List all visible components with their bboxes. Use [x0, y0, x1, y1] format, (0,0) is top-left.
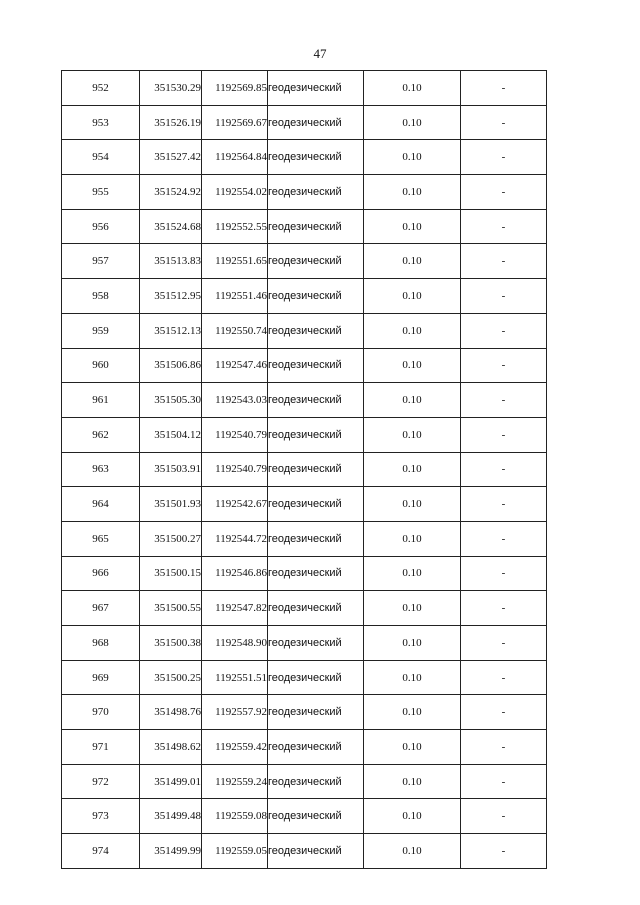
- y-coordinate-cell: 1192548.90: [202, 626, 268, 661]
- accuracy-cell: 0.10: [364, 487, 461, 522]
- table-row: [62, 209, 547, 244]
- description-cell: -: [461, 834, 547, 869]
- y-coordinate-cell: 1192540.79: [202, 417, 268, 452]
- table-row: [62, 730, 547, 765]
- method-cell: геодезический: [268, 730, 364, 765]
- method-cell: геодезический: [268, 521, 364, 556]
- table-row: [62, 140, 547, 175]
- table-row: [62, 452, 547, 487]
- table-row: [62, 487, 547, 522]
- point-number-cell: 962: [62, 417, 140, 452]
- table-row: [62, 764, 547, 799]
- point-number-cell: 960: [62, 348, 140, 383]
- x-coordinate-cell: 351500.15: [140, 556, 202, 591]
- description-cell: -: [461, 695, 547, 730]
- method-cell: геодезический: [268, 175, 364, 210]
- point-number-cell: 972: [62, 764, 140, 799]
- method-cell: геодезический: [268, 279, 364, 314]
- y-coordinate-cell: 1192544.72: [202, 521, 268, 556]
- y-coordinate-cell: 1192546.86: [202, 556, 268, 591]
- point-number-cell: 961: [62, 383, 140, 418]
- page-number: 47: [313, 46, 327, 61]
- x-coordinate-cell: 351504.12: [140, 417, 202, 452]
- method-cell: геодезический: [268, 71, 364, 106]
- y-coordinate-cell: 1192559.08: [202, 799, 268, 834]
- y-coordinate-cell: 1192551.65: [202, 244, 268, 279]
- method-cell: геодезический: [268, 209, 364, 244]
- table-row: [62, 626, 547, 661]
- y-coordinate-cell: 1192550.74: [202, 313, 268, 348]
- accuracy-cell: 0.10: [364, 799, 461, 834]
- accuracy-cell: 0.10: [364, 695, 461, 730]
- point-number-cell: 965: [62, 521, 140, 556]
- method-cell: геодезический: [268, 452, 364, 487]
- table-row: [62, 279, 547, 314]
- method-cell: геодезический: [268, 799, 364, 834]
- point-number-cell: 970: [62, 695, 140, 730]
- method-cell: геодезический: [268, 487, 364, 522]
- y-coordinate-cell: 1192569.67: [202, 105, 268, 140]
- accuracy-cell: 0.10: [364, 764, 461, 799]
- y-coordinate-cell: 1192551.51: [202, 660, 268, 695]
- point-number-cell: 973: [62, 799, 140, 834]
- point-number-cell: 966: [62, 556, 140, 591]
- description-cell: -: [461, 660, 547, 695]
- table-row: [62, 591, 547, 626]
- table-row: [62, 834, 547, 869]
- method-cell: геодезический: [268, 834, 364, 869]
- description-cell: -: [461, 313, 547, 348]
- y-coordinate-cell: 1192554.02: [202, 175, 268, 210]
- x-coordinate-cell: 351498.62: [140, 730, 202, 765]
- point-number-cell: 955: [62, 175, 140, 210]
- accuracy-cell: 0.10: [364, 71, 461, 106]
- description-cell: -: [461, 105, 547, 140]
- x-coordinate-cell: 351498.76: [140, 695, 202, 730]
- method-cell: геодезический: [268, 626, 364, 661]
- coordinates-table-body: [62, 71, 547, 869]
- description-cell: -: [461, 764, 547, 799]
- accuracy-cell: 0.10: [364, 175, 461, 210]
- x-coordinate-cell: 351524.68: [140, 209, 202, 244]
- point-number-cell: 974: [62, 834, 140, 869]
- table-row: [62, 244, 547, 279]
- method-cell: геодезический: [268, 417, 364, 452]
- description-cell: -: [461, 383, 547, 418]
- y-coordinate-cell: 1192552.55: [202, 209, 268, 244]
- table-row: [62, 383, 547, 418]
- y-coordinate-cell: 1192540.79: [202, 452, 268, 487]
- accuracy-cell: 0.10: [364, 521, 461, 556]
- method-cell: геодезический: [268, 591, 364, 626]
- method-cell: геодезический: [268, 660, 364, 695]
- point-number-cell: 952: [62, 71, 140, 106]
- y-coordinate-cell: 1192547.46: [202, 348, 268, 383]
- x-coordinate-cell: 351503.91: [140, 452, 202, 487]
- y-coordinate-cell: 1192542.67: [202, 487, 268, 522]
- y-coordinate-cell: 1192559.24: [202, 764, 268, 799]
- x-coordinate-cell: 351512.13: [140, 313, 202, 348]
- description-cell: -: [461, 71, 547, 106]
- point-number-cell: 968: [62, 626, 140, 661]
- table-row: [62, 105, 547, 140]
- accuracy-cell: 0.10: [364, 209, 461, 244]
- accuracy-cell: 0.10: [364, 279, 461, 314]
- point-number-cell: 967: [62, 591, 140, 626]
- y-coordinate-cell: 1192557.92: [202, 695, 268, 730]
- x-coordinate-cell: 351499.99: [140, 834, 202, 869]
- x-coordinate-cell: 351500.55: [140, 591, 202, 626]
- accuracy-cell: 0.10: [364, 452, 461, 487]
- description-cell: -: [461, 556, 547, 591]
- description-cell: -: [461, 417, 547, 452]
- x-coordinate-cell: 351513.83: [140, 244, 202, 279]
- table-row: [62, 175, 547, 210]
- description-cell: -: [461, 799, 547, 834]
- description-cell: -: [461, 487, 547, 522]
- point-number-cell: 957: [62, 244, 140, 279]
- table-row: [62, 799, 547, 834]
- description-cell: -: [461, 244, 547, 279]
- table-row: [62, 348, 547, 383]
- point-number-cell: 954: [62, 140, 140, 175]
- point-number-cell: 959: [62, 313, 140, 348]
- method-cell: геодезический: [268, 244, 364, 279]
- accuracy-cell: 0.10: [364, 556, 461, 591]
- coordinates-table: [61, 70, 547, 869]
- table-row: [62, 417, 547, 452]
- y-coordinate-cell: 1192559.42: [202, 730, 268, 765]
- description-cell: -: [461, 279, 547, 314]
- accuracy-cell: 0.10: [364, 348, 461, 383]
- description-cell: -: [461, 591, 547, 626]
- y-coordinate-cell: 1192547.82: [202, 591, 268, 626]
- table-row: [62, 695, 547, 730]
- table-row: [62, 660, 547, 695]
- description-cell: -: [461, 140, 547, 175]
- x-coordinate-cell: 351512.95: [140, 279, 202, 314]
- method-cell: геодезический: [268, 348, 364, 383]
- description-cell: -: [461, 521, 547, 556]
- description-cell: -: [461, 175, 547, 210]
- x-coordinate-cell: 351530.29: [140, 71, 202, 106]
- point-number-cell: 963: [62, 452, 140, 487]
- accuracy-cell: 0.10: [364, 626, 461, 661]
- x-coordinate-cell: 351505.30: [140, 383, 202, 418]
- x-coordinate-cell: 351499.48: [140, 799, 202, 834]
- description-cell: -: [461, 626, 547, 661]
- accuracy-cell: 0.10: [364, 834, 461, 869]
- point-number-cell: 953: [62, 105, 140, 140]
- table-row: [62, 556, 547, 591]
- table-row: [62, 313, 547, 348]
- point-number-cell: 971: [62, 730, 140, 765]
- description-cell: -: [461, 348, 547, 383]
- x-coordinate-cell: 351500.25: [140, 660, 202, 695]
- accuracy-cell: 0.10: [364, 313, 461, 348]
- point-number-cell: 956: [62, 209, 140, 244]
- method-cell: геодезический: [268, 383, 364, 418]
- method-cell: геодезический: [268, 140, 364, 175]
- accuracy-cell: 0.10: [364, 730, 461, 765]
- table-row: [62, 71, 547, 106]
- y-coordinate-cell: 1192564.84: [202, 140, 268, 175]
- method-cell: геодезический: [268, 764, 364, 799]
- method-cell: геодезический: [268, 556, 364, 591]
- accuracy-cell: 0.10: [364, 244, 461, 279]
- x-coordinate-cell: 351500.38: [140, 626, 202, 661]
- x-coordinate-cell: 351500.27: [140, 521, 202, 556]
- y-coordinate-cell: 1192551.46: [202, 279, 268, 314]
- y-coordinate-cell: 1192569.85: [202, 71, 268, 106]
- point-number-cell: 958: [62, 279, 140, 314]
- description-cell: -: [461, 452, 547, 487]
- y-coordinate-cell: 1192543.03: [202, 383, 268, 418]
- accuracy-cell: 0.10: [364, 591, 461, 626]
- accuracy-cell: 0.10: [364, 105, 461, 140]
- point-number-cell: 964: [62, 487, 140, 522]
- table-row: [62, 521, 547, 556]
- x-coordinate-cell: 351499.01: [140, 764, 202, 799]
- accuracy-cell: 0.10: [364, 383, 461, 418]
- accuracy-cell: 0.10: [364, 140, 461, 175]
- x-coordinate-cell: 351526.19: [140, 105, 202, 140]
- x-coordinate-cell: 351506.86: [140, 348, 202, 383]
- description-cell: -: [461, 209, 547, 244]
- accuracy-cell: 0.10: [364, 660, 461, 695]
- description-cell: -: [461, 730, 547, 765]
- method-cell: геодезический: [268, 105, 364, 140]
- x-coordinate-cell: 351527.42: [140, 140, 202, 175]
- method-cell: геодезический: [268, 695, 364, 730]
- point-number-cell: 969: [62, 660, 140, 695]
- x-coordinate-cell: 351501.93: [140, 487, 202, 522]
- accuracy-cell: 0.10: [364, 417, 461, 452]
- y-coordinate-cell: 1192559.05: [202, 834, 268, 869]
- x-coordinate-cell: 351524.92: [140, 175, 202, 210]
- method-cell: геодезический: [268, 313, 364, 348]
